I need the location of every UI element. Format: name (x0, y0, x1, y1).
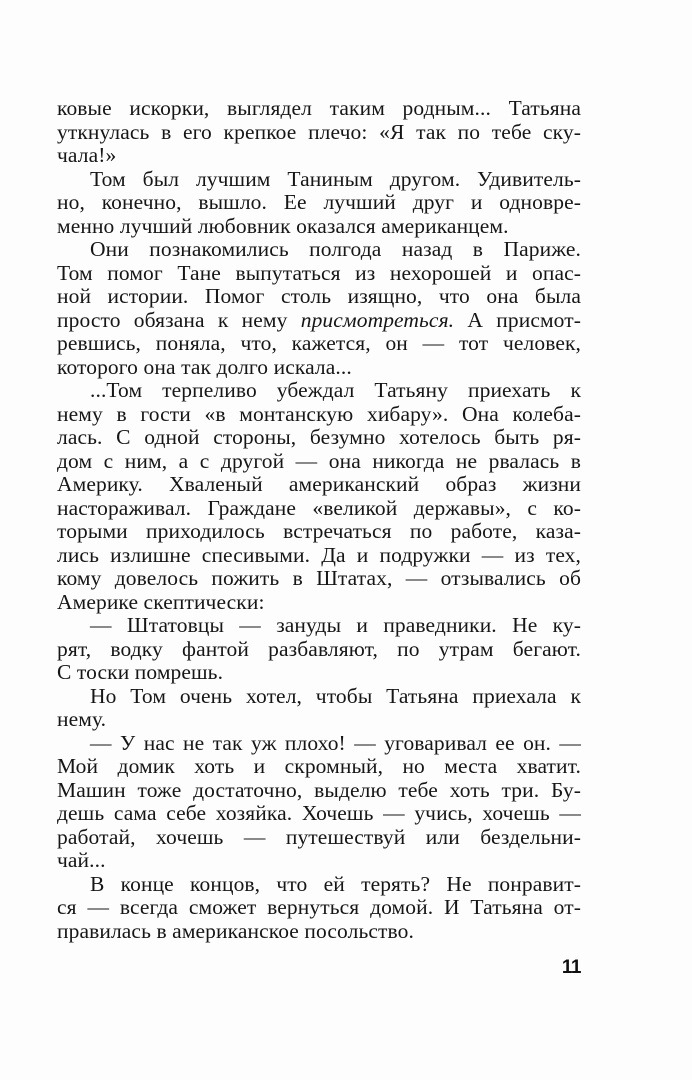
paragraph (57, 168, 581, 239)
italic-text: присмотреться. (300, 307, 455, 332)
text-segment: — Штатовцы — зануды и праведники. Не ку- (90, 613, 581, 637)
text-segment: торыми приходилось встречаться по работе, каза- (57, 519, 581, 543)
text-segment: лись излишне спесивыми. Да и подружки — из тех, (57, 542, 581, 567)
text-segment: Америке скептически: (57, 589, 265, 614)
paragraph (57, 97, 581, 168)
page-number: 11 (561, 957, 581, 978)
text-line (57, 614, 581, 638)
text-segment: чала!» (57, 143, 117, 167)
text-segment: Том был лучшим Таниным другом. Удивитель- (90, 166, 581, 191)
text-line (57, 685, 581, 709)
text-segment: С тоски помрешь. (57, 660, 224, 684)
text-line (57, 332, 581, 356)
text-line (57, 403, 581, 427)
paragraph (57, 685, 581, 732)
text-segment: ной истории. Помог столь изящно, что она была (57, 284, 581, 308)
text-segment: Но Том очень хотел, чтобы Татьяна приехала к (90, 683, 581, 708)
text-line (57, 896, 581, 920)
text-line (57, 802, 581, 826)
text-line (57, 520, 581, 544)
text-segment: Том помог Тане выпутаться из нехорошей и опас- (57, 260, 581, 285)
text-line (57, 849, 581, 873)
text-segment: ся — всегда сможет вернуться домой. И Татьяна от- (57, 895, 581, 919)
text-line (57, 873, 581, 897)
text-segment: дешь сама себе хозяйка. Хочешь — учись, хочешь — (57, 801, 581, 825)
text-line (57, 262, 581, 286)
paragraph (57, 379, 581, 614)
text-segment: но, конечно, вышло. Ее лучший друг и одновре- (57, 190, 581, 214)
text-segment: менно лучший любовник оказался американцем. (57, 213, 509, 238)
text-line (57, 168, 581, 192)
text-segment: просто обязана к нему (57, 307, 301, 332)
text-line (57, 379, 581, 403)
text-segment: — У нас не так уж плохо! — уговаривал ее он. — (90, 730, 581, 755)
paragraph (57, 614, 581, 685)
text-line (57, 144, 581, 168)
text-segment: настораживал. Граждане «великой державы», с ко- (57, 495, 581, 520)
text-segment: дом с ним, а с другой — она никогда не рвалась в (57, 448, 581, 473)
text-segment: Машин тоже достаточно, выделю тебе хоть три. Бу- (57, 777, 581, 802)
text-line (57, 191, 581, 215)
text-segment: работай, хочешь — путешествуй или бездельни- (57, 824, 581, 849)
paragraph (57, 238, 581, 379)
text-segment: Они познакомились полгода назад в Париже. (90, 237, 581, 261)
text-segment: которого она так долго искала... (57, 354, 352, 379)
page-text (57, 97, 581, 943)
text-line (57, 661, 581, 685)
text-line (57, 755, 581, 779)
text-segment: Мой домик хоть и скромный, но места хватит. (57, 754, 581, 778)
text-line (57, 544, 581, 568)
text-line (57, 638, 581, 662)
text-line (57, 591, 581, 615)
text-segment: нему в гости «в монтанскую хибару». Она колеба- (57, 401, 581, 426)
text-line (57, 97, 581, 121)
text-line (57, 473, 581, 497)
text-line (57, 356, 581, 380)
text-segment: ковые искорки, выглядел таким родным... Татьяна (57, 96, 581, 120)
text-line (57, 426, 581, 450)
text-segment: нему. (57, 707, 107, 731)
text-line (57, 732, 581, 756)
text-segment: чай... (57, 848, 106, 872)
paragraph (57, 732, 581, 873)
text-line (57, 309, 581, 333)
text-segment: ревшись, поняла, что, кажется, он — тот человек, (57, 331, 581, 355)
text-segment: уткнулась в его крепкое плечо: «Я так по тебе ску- (57, 119, 581, 144)
text-line (57, 238, 581, 262)
text-segment: рят, водку фантой разбавляют, по утрам бегают. (57, 636, 581, 661)
text-line (57, 450, 581, 474)
text-segment: ...Том терпеливо убеждал Татьяну приехать к (90, 378, 581, 402)
text-line (57, 708, 581, 732)
text-line (57, 826, 581, 850)
text-segment: В конце концов, что ей терять? Не понравит- (90, 871, 581, 896)
text-segment: лась. С одной стороны, безумно хотелось быть ря- (57, 425, 581, 449)
text-line (57, 779, 581, 803)
text-segment: правилась в американское посольство. (57, 918, 414, 943)
paragraph (57, 873, 581, 944)
text-line (57, 285, 581, 309)
text-line (57, 567, 581, 591)
text-segment: А присмот- (454, 307, 582, 332)
text-segment: кому довелось пожить в Штатах, — отзывались об (57, 566, 581, 590)
text-line (57, 215, 581, 239)
text-segment: Америку. Хваленый американский образ жизни (57, 472, 581, 496)
text-line (57, 920, 581, 944)
text-line (57, 497, 581, 521)
text-line (57, 121, 581, 145)
